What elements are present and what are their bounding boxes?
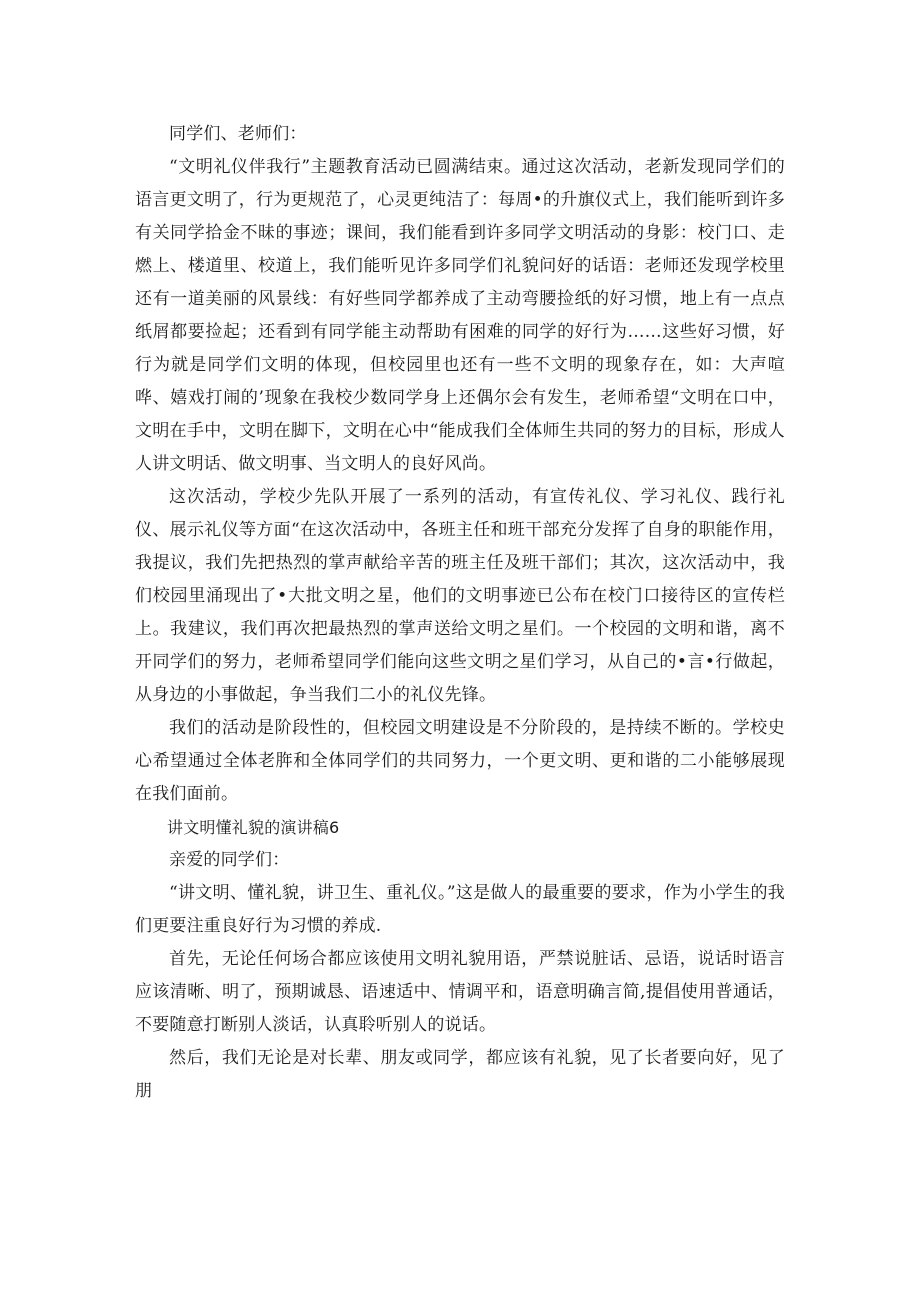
salutation-teachers-students: 同学们、老师们： <box>169 124 307 144</box>
document-body <box>135 118 785 1108</box>
section-heading: 讲文明懂礼貌的演讲稿6 <box>167 818 340 837</box>
paragraph-quote: “讲文明、懂礼貌，讲卫生、重礼仪。”这是做人的最重要的要求，作为小学生的我们更要注重良好行为习惯的养成. <box>135 883 785 936</box>
paragraph-activity-details: 这次活动，学校少先队开展了一系列的活动，有宣传礼仪、学习礼仪、践行礼仪、展示礼仪等方面“在这次活动中，各班主任和班干部充分发挥了自身的职能作用，我提议，我们先把热烈的掌声献给辛苦的班主任及班干部们；其次，这次活动中，我们校园里涌现出了•大批文明之星，他们的文明事迹已公布在校门口接待区的宣传栏上。我建议，我们再次把最热烈的掌声送给文明之星们。一个校园的文明和谐，离不开同学们的努力，老师希望同学们能向这些文明之星们学习，从自己的•言•行做起，从身边的小事做起，争当我们二小的礼仪先锋。 <box>135 487 785 705</box>
paragraph-second-point: 然后，我们无论是对长辈、朋友或同学，都应该有礼貌，见了长者要向好，见了朋 <box>135 1048 785 1101</box>
paragraph-conclusion: 我们的活动是阶段性的，但校园文明建设是不分阶段的，是持续不断的。学校史心希望通过全体老脌和全体同学们的共同努力，一个更文明、更和谐的二小能够展现在我们面前。 <box>135 718 785 804</box>
salutation-students: 亲爱的同学们： <box>169 850 290 870</box>
paragraph-activity-summary: “文明礼仪伴我行”主题教育活动已圆满结束。通过这次活动，老新发现同学们的语言更文明了，行为更规范了，心灵更纯洁了：每周•的升旗仪式上，我们能听到许多有关同学拾金不昧的事迹；课间，我们能看到许多同学文明活动的身影：校门口、走燃上、楼道里、校道上，我们能听见许多同学们礼貌问好的话语：老师还发现学校里还有一道美丽的风景线：有好些同学都养成了主动弯腰捡纸的好习惯，地上有一点点纸屑都要捡起；还看到有同学能主动帮助有困难的同学的好行为……这些好习惯，好行为就是同学们文明的体现，但校园里也还有一些不文明的现象存在，如：大声喧哗、嬉戏打闹的’现象在我校少数同学身上还偶尔会有发生，老师希望“文明在口中，文明在手中，文明在脚下，文明在心中“能成我们全体师生共同的努力的目标，形成人人讲文明话、做文明事、当文明人的良好风尚。 <box>135 157 785 474</box>
paragraph-first-point: 首先，无论任何场合都应该使用文明礼貌用语，严禁说脏话、忌语，说话时语言应该清晰、明了，预期诚恳、语速适中、情调平和，语意明确言简,提倡使用普通话，不要随意打断别人淡话，认真聆听别人的说话。 <box>135 949 785 1035</box>
